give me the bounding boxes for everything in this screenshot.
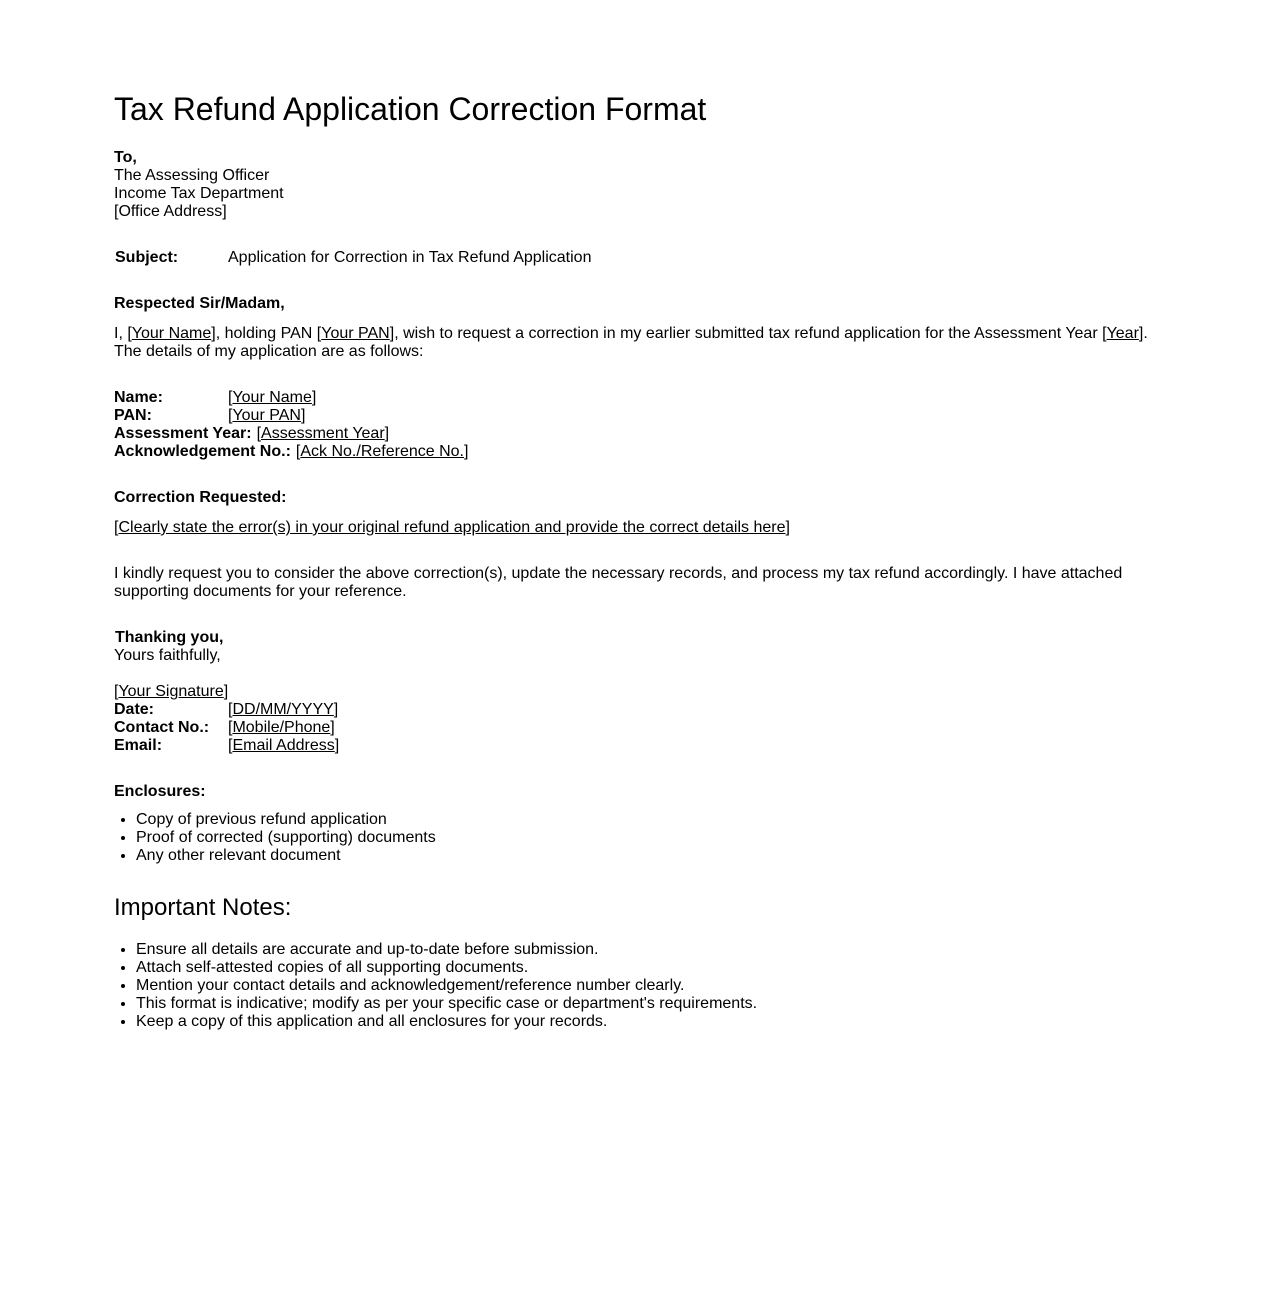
detail-pan-label: PAN: [114,407,152,424]
detail-ay-row: Assessment Year: [Assessment Year] [114,425,390,442]
to-label: To, [114,149,137,166]
recipient-line-2: Income Tax Department [114,185,284,202]
list-item: • Attach self-attested copies of all supporting documents. [136,959,757,977]
bracket: ]. [1138,325,1148,342]
enclosures-label: Enclosures: [114,783,206,800]
correction-placeholder: Clearly state the error(s) in your original refund application and provide the correct details here [118,519,786,536]
correction-placeholder-row: [Clearly state the error(s) in your original refund application and provide the correct details here] [114,519,790,536]
detail-name-value: Your Name [232,389,312,406]
list-item: • This format is indicative; modify as per your specific case or department's requirements. [136,995,757,1013]
correction-label: Correction Requested: [114,489,287,506]
subject-label: Subject: [115,249,179,266]
intro-text: , holding PAN [215,325,317,342]
name-placeholder: Your Name [131,325,212,342]
bracket: ] [211,325,216,342]
request-paragraph [114,565,1154,601]
notes-heading-wrap [114,894,291,922]
page-title: Tax Refund Application Correction Format [114,91,707,127]
thanks-text: Thanking you, [115,629,224,646]
enclosures-list-wrap [114,811,436,865]
faithfully-text: Yours faithfully, [114,647,221,664]
bracket: [ [1102,325,1107,342]
request-line-1: I kindly request you to consider the above correction(s), update the necessary records, and process my tax refund accordingly. I have attached [114,565,1123,582]
recipient-block [114,149,284,221]
email-label: Email: [114,737,163,754]
list-item: • Keep a copy of this application and all enclosures for your records. [136,1013,757,1031]
signature-row: [Your Signature] [114,683,229,700]
list-item: • Ensure all details are accurate and up-to-date before submission. [136,941,757,959]
bracket: [ [316,325,322,342]
details-block [114,389,468,461]
recipient-line-3: [Office Address] [114,203,227,220]
year-placeholder: Year [1106,325,1139,342]
contact-value: Mobile/Phone [232,719,331,736]
detail-ay-value: Assessment Year [261,425,385,442]
list-item: • Copy of previous refund application [136,811,436,829]
signature-placeholder: Your Signature [118,683,224,700]
bracket: [ [127,325,132,342]
notes-list [114,941,757,1031]
subject-text: Application for Correction in Tax Refund Application [228,249,592,266]
intro-text: , wish to request a correction in my earlier submitted tax refund application for the Assessment Year [394,325,1103,342]
list-item: • Proof of corrected (supporting) documents [136,829,436,847]
detail-pan-value: Your PAN [232,407,301,424]
bracket: ] [389,325,395,342]
contact-label: Contact No.: [114,719,210,736]
signature-block [114,683,339,755]
detail-ack-row: Acknowledgement No.: [Ack No./Reference No.] [114,443,469,460]
detail-ack-value: Ack No./Reference No. [300,443,464,460]
closing-block [114,629,223,665]
detail-ack-label: Acknowledgement No.: [114,443,291,460]
detail-pan-row: PAN: [Your PAN] [114,407,306,424]
notes-heading: Important Notes: [114,894,292,921]
notes-list-wrap [114,941,757,1031]
detail-name-row: Name: [Your Name] [114,389,317,406]
recipient-line-1: The Assessing Officer [114,167,270,184]
enclosures-list [114,811,436,865]
request-line-2: supporting documents for your reference. [114,583,407,600]
subject-line [114,249,591,267]
intro-paragraph [114,325,1154,361]
date-value: DD/MM/YYYY [232,701,334,718]
date-label: Date: [114,701,155,718]
email-value: Email Address [232,737,335,754]
contact-row: Contact No.: [Mobile/Phone] [114,719,335,736]
pan-placeholder: Your PAN [321,325,390,342]
detail-ay-label: Assessment Year: [114,425,252,442]
list-item: • Mention your contact details and acknowledgement/reference number clearly. [136,977,757,995]
email-row: Email: [Email Address] [114,737,340,754]
salutation: Respected Sir/Madam, [114,295,285,312]
date-row: Date: [DD/MM/YYYY] [114,701,339,718]
intro-text: I, [114,325,128,342]
detail-name-label: Name: [114,389,163,406]
list-item: • Any other relevant document [136,847,436,865]
intro-line-2: The details of my application are as follows: [114,343,424,360]
